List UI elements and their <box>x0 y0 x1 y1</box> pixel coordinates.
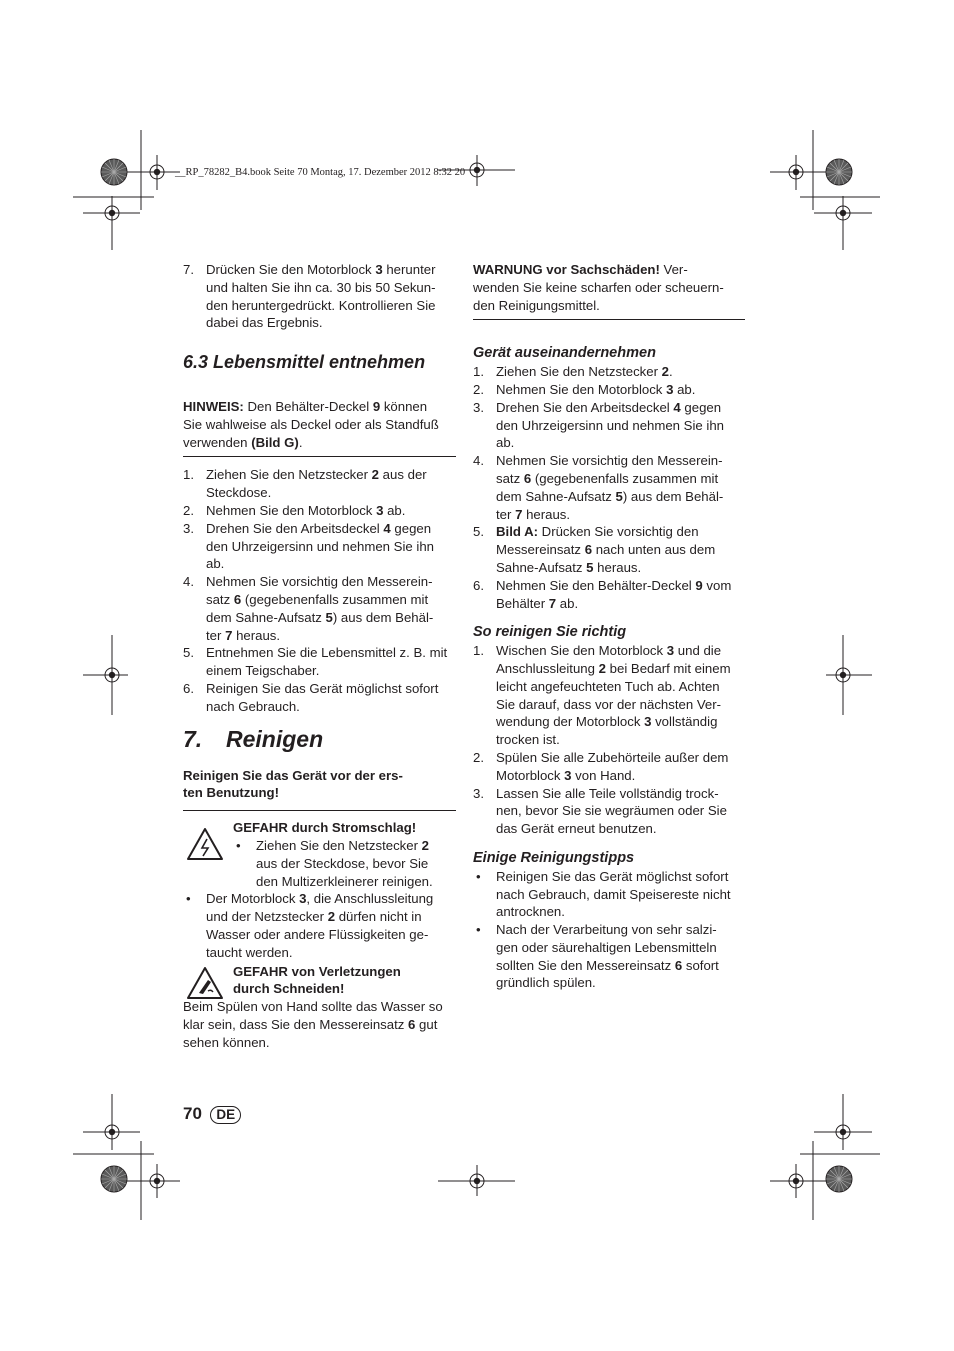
disassemble-step-line: Nehmen Sie den Motorblock 3 ab. <box>496 381 696 397</box>
clean-step-line: Wischen Sie den Motorblock 3 und die <box>496 643 722 659</box>
removal-step-line: Ziehen Sie den Netzstecker 2 aus der <box>206 467 427 483</box>
bullet: • <box>236 837 241 853</box>
warning-line: taucht werden. <box>206 944 293 960</box>
disassemble-step-line: Bild A: Drücken Sie vorsichtig den <box>496 524 699 540</box>
removal-step <box>183 466 457 502</box>
disassemble-step-line: Nehmen Sie vorsichtig den Messerein- <box>496 453 723 469</box>
removal-step-line: Entnehmen Sie die Lebensmittel z. B. mit <box>206 645 448 661</box>
chapter-7-heading <box>183 725 457 765</box>
left-column <box>183 261 457 1051</box>
step-line: dabei das Ergebnis. <box>206 315 323 331</box>
disassemble-step-line: Messereinsatz 6 nach unten aus dem <box>496 542 716 558</box>
tip-item-line: Reinigen Sie das Gerät möglichst sofort <box>496 868 729 884</box>
step-line: den heruntergedrückt. Kontrollieren Sie <box>206 297 436 313</box>
removal-step <box>183 573 457 644</box>
clean-step-line: Lassen Sie alle Teile vollständig trock- <box>496 785 719 801</box>
removal-step-line: Nehmen Sie vorsichtig den Messerein- <box>206 574 433 590</box>
removal-step-line: Steckdose. <box>206 485 272 501</box>
cut-warning-text <box>183 998 457 1051</box>
tip-item-line: gründlich spülen. <box>496 975 596 991</box>
disassemble-step-number: 5. <box>473 524 484 540</box>
clean-step-number: 2. <box>473 749 484 765</box>
tips-list <box>473 868 747 993</box>
removal-step <box>183 644 457 680</box>
disassemble-step-number: 2. <box>473 381 484 397</box>
removal-step-line: nach Gebrauch. <box>206 698 300 714</box>
disassemble-step-number: 1. <box>473 364 484 380</box>
bullet: • <box>186 891 191 907</box>
removal-step-line: den Uhrzeigersinn und nehmen Sie ihn <box>206 538 434 554</box>
removal-step-number: 2. <box>183 502 194 518</box>
cut-warning-icon <box>186 966 224 1000</box>
lightning-warning-icon <box>186 827 224 861</box>
disassemble-step-number: 3. <box>473 399 484 415</box>
disassemble-step-line: satz 6 (gegebenenfalls zusammen mit <box>496 470 719 486</box>
removal-step-number: 1. <box>183 467 194 483</box>
removal-step-line: ab. <box>206 556 225 572</box>
disassemble-step-line: Ziehen Sie den Netzstecker 2. <box>496 364 673 380</box>
removal-step-line: einem Teigschaber. <box>206 663 320 679</box>
tip-item <box>473 868 747 921</box>
language-badge: DE <box>210 1106 241 1124</box>
removal-step <box>183 520 457 573</box>
removal-step-line: Nehmen Sie den Motorblock 3 ab. <box>206 502 406 518</box>
warning-line: den Multizerkleinerer reinigen. <box>256 873 433 889</box>
step-7-text <box>206 261 457 332</box>
disassemble-step-line: Nehmen Sie den Behälter-Deckel 9 vom <box>496 577 732 593</box>
tip-item-number: • <box>476 868 481 884</box>
removal-step-number: 3. <box>183 520 194 536</box>
warning-line: Wasser oder andere Flüssigkeiten ge- <box>206 926 429 942</box>
clean-step-line: das Gerät erneut benutzen. <box>496 821 657 837</box>
note-divider <box>183 456 456 457</box>
disassemble-step-number: 6. <box>473 577 484 593</box>
cut-warning: GEFAHR von Verletzungen durch Schneiden! Beim Spülen von Hand sollte das Wasser so klar sein, dass Sie den Messereinsatz 6 gut sehen können. <box>183 963 457 1052</box>
intro-divider <box>183 810 456 811</box>
step-line: und halten Sie ihn ca. 30 bis 50 Sekun- <box>206 279 436 295</box>
clean-step-line: leicht angefeuchteten Tuch ab. Achten <box>496 678 720 694</box>
step-line: Drücken Sie den Motorblock 3 herunter <box>206 262 436 277</box>
tip-item-number: • <box>476 922 481 938</box>
disassemble-step-line: ab. <box>496 435 515 451</box>
warning-line: und der Netzstecker 2 dürfen nicht in <box>206 909 422 925</box>
removal-step-line: satz 6 (gegebenenfalls zusammen mit <box>206 591 429 607</box>
removal-steps <box>183 466 457 715</box>
page-number: 70 <box>183 1104 202 1123</box>
shock-warning-bullet <box>233 837 457 890</box>
right-column <box>473 261 747 992</box>
removal-step-number: 4. <box>183 574 194 590</box>
clean-step-number: 3. <box>473 785 484 801</box>
section-6-3-title: 6.3 Lebensmittel entnehmen <box>183 352 426 373</box>
disassemble-step-line: Behälter 7 ab. <box>496 595 579 611</box>
clean-step-line: Anschlussleitung 2 bei Bedarf mit einem <box>496 660 731 676</box>
clean-step <box>473 642 747 749</box>
removal-step <box>183 502 457 520</box>
disassemble-step-line: dem Sahne-Aufsatz 5) aus dem Behäl- <box>496 488 724 504</box>
disassemble-title: Gerät auseinandernehmen <box>473 345 656 362</box>
clean-step-line: Motorblock 3 von Hand. <box>496 767 636 783</box>
warning-line: sehen können. <box>183 1034 270 1050</box>
disassemble-step <box>473 523 747 576</box>
disassemble-step-line: Sahne-Aufsatz 5 heraus. <box>496 559 642 575</box>
disassemble-step <box>473 381 747 399</box>
disassemble-step <box>473 452 747 523</box>
step-7: 7. Drücken Sie den Motorblock 3 herunter und halten Sie ihn ca. 30 bis 50 Sekun- den heruntergedrückt. Kontrollieren Sie dabei das Ergebnis. <box>183 261 457 332</box>
removal-step-number: 5. <box>183 645 194 661</box>
removal-step-number: 6. <box>183 680 194 696</box>
warning-line: Beim Spülen von Hand sollte das Wasser so <box>183 999 443 1015</box>
tips-title: Einige Reinigungstipps <box>473 849 635 866</box>
clean-steps <box>473 642 747 838</box>
tip-item <box>473 921 747 992</box>
chapter-title: Reinigen <box>226 725 324 752</box>
tip-item-line: nach Gebrauch, damit Speisereste nicht <box>496 886 731 902</box>
hinweis-note: HINWEIS: Den Behälter-Deckel 9 können Sie wahlweise als Deckel oder als Standfuß verwenden (Bild G). <box>183 398 439 450</box>
page-footer <box>183 1104 241 1124</box>
clean-step-line: Spülen Sie alle Zubehörteile außer dem <box>496 749 729 765</box>
shock-warning: GEFAHR durch Stromschlag! • Ziehen Sie den Netzstecker 2 aus der Steckdose, bevor Sie den Multizerkleinerer reinigen. • Der Motorblock 3, die Anschlussleitung und der Netzstecker 2 dürfen nicht in Wasser oder andere Flüssigkeiten ge- taucht werden. <box>183 819 457 961</box>
shock-warning-bullet <box>183 890 457 961</box>
removal-step-line: Drehen Sie den Arbeitsdeckel 4 gegen <box>206 520 432 536</box>
removal-step-line: Reinigen Sie das Gerät möglichst sofort <box>206 680 439 696</box>
clean-step-line: trocken ist. <box>496 732 560 748</box>
disassemble-step-line: ter 7 heraus. <box>496 506 571 522</box>
clean-step-line: nen, bevor Sie sie wegräumen oder Sie <box>496 803 727 819</box>
tip-item-line: sollten Sie den Messereinsatz 6 sofort <box>496 957 719 973</box>
clean-step-number: 1. <box>473 643 484 659</box>
cleaning-intro: Reinigen Sie das Gerät vor der ers- ten Benutzung! <box>183 767 403 801</box>
warnung-note: WARNUNG vor Sachschäden! Ver- wenden Sie keine scharfen oder scheuern- den Reinigungsmittel. <box>473 262 724 313</box>
disassemble-step-line: den Uhrzeigersinn und nehmen Sie ihn <box>496 417 724 433</box>
warning-line: klar sein, dass Sie den Messereinsatz 6 gut <box>183 1016 438 1032</box>
chapter-number: 7. <box>183 725 203 752</box>
warning-line: Ziehen Sie den Netzstecker 2 <box>256 837 430 853</box>
clean-title: So reinigen Sie richtig <box>473 624 627 641</box>
clean-step <box>473 785 747 838</box>
warning-line: aus der Steckdose, bevor Sie <box>256 855 429 871</box>
disassemble-step-number: 4. <box>473 453 484 469</box>
removal-step-line: dem Sahne-Aufsatz 5) aus dem Behäl- <box>206 609 434 625</box>
disassemble-steps <box>473 363 747 612</box>
clean-step-line: Sie darauf, dass vor der nächsten Ver- <box>496 696 722 712</box>
clean-step <box>473 749 747 785</box>
disassemble-step-line: Drehen Sie den Arbeitsdeckel 4 gegen <box>496 399 722 415</box>
tip-item-line: antrocknen. <box>496 904 565 920</box>
disassemble-step <box>473 399 747 452</box>
disassemble-step <box>473 363 747 381</box>
clean-step-line: wendung der Motorblock 3 vollständig <box>496 714 718 730</box>
warning-line: Der Motorblock 3, die Anschlussleitung <box>206 891 434 907</box>
tip-item-line: Nach der Verarbeitung von sehr salzi- <box>496 922 717 938</box>
warnung-divider <box>473 319 745 320</box>
disassemble-step <box>473 577 747 613</box>
removal-step-line: ter 7 heraus. <box>206 627 281 643</box>
removal-step <box>183 680 457 716</box>
print-file-info: __RP_78282_B4.book Seite 70 Montag, 17. Dezember 2012 8:32 20 <box>175 167 466 178</box>
tip-item-line: gen oder säurehaltigen Lebensmitteln <box>496 939 717 955</box>
